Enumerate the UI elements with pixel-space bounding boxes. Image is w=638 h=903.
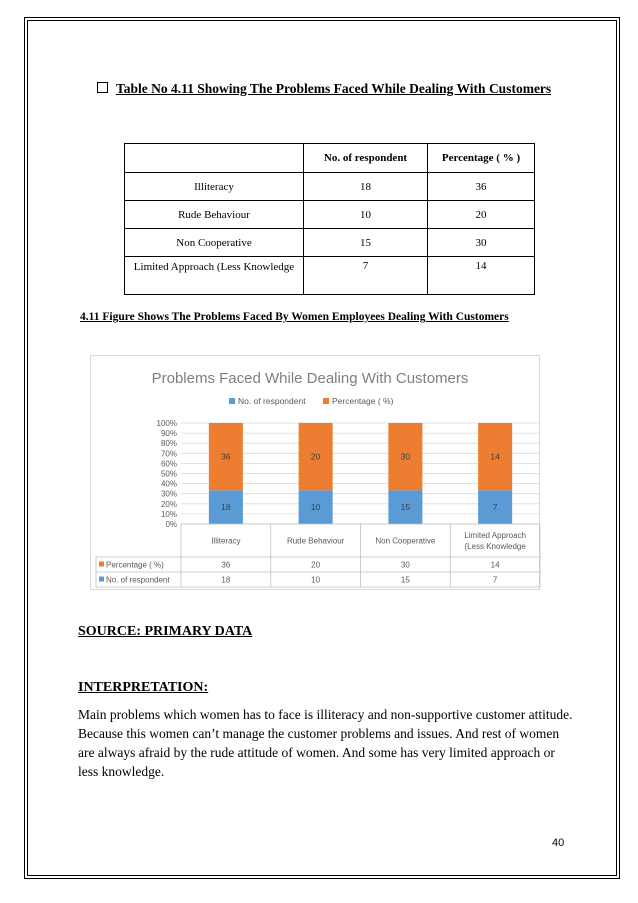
- category-label: Non Cooperative: [375, 536, 436, 546]
- figure-title: 4.11 Figure Shows The Problems Faced By Women Employees Dealing With Customers: [80, 311, 509, 323]
- bar-data-label: 7: [492, 502, 498, 513]
- category-label: (Less Knowledge: [464, 542, 526, 551]
- bar-data-label: 30: [400, 451, 411, 462]
- checkbox-bullet-icon: [97, 82, 108, 93]
- table-cell: Illiteracy: [125, 173, 304, 201]
- category-label: Limited Approach: [464, 531, 527, 540]
- table-cell: 14: [428, 257, 535, 295]
- table-cell: 18: [304, 173, 428, 201]
- y-tick-label: 60%: [160, 459, 177, 469]
- bar-data-label: 10: [310, 502, 321, 513]
- y-tick-label: 0%: [165, 520, 177, 529]
- table-cell: 30: [428, 229, 535, 257]
- table-header-cell: [125, 144, 304, 173]
- y-tick-label: 30%: [160, 489, 177, 499]
- y-tick-label: 100%: [156, 419, 177, 428]
- table-header-row: [125, 144, 535, 173]
- y-tick-label: 80%: [160, 439, 177, 449]
- table-cell: 10: [304, 201, 428, 229]
- table-cell: Non Cooperative: [125, 229, 304, 257]
- table-header-cell: No. of respondent: [304, 144, 428, 173]
- chart-title: Problems Faced While Dealing With Customers: [151, 370, 469, 387]
- y-tick-label: 20%: [160, 499, 177, 509]
- legend-swatch: [323, 398, 329, 404]
- table-heading-text: Table No 4.11 Showing The Problems Faced While Dealing With Customers: [116, 81, 552, 96]
- table-value: 18: [221, 575, 231, 585]
- bar-data-label: 15: [400, 502, 411, 513]
- table-value: 14: [490, 560, 500, 570]
- table-cell: 15: [304, 229, 428, 257]
- y-tick-label: 40%: [160, 479, 177, 489]
- y-tick-label: 50%: [160, 469, 177, 479]
- table-cell: 20: [428, 201, 535, 229]
- interpretation-text: Main problems which women has to face is illiteracy and non-supportive customer attitude. Because this women can’t manage the customer problems and issues. And rest of women are always afraid by the rude attitude of women. And some has very limited approach or less knowledge.: [78, 707, 573, 779]
- table-row: [125, 201, 535, 229]
- problems-table: [124, 143, 535, 295]
- bar-data-label: 18: [221, 502, 231, 513]
- y-tick-label: 10%: [160, 509, 177, 519]
- table-value: 30: [400, 560, 410, 570]
- table-value: 10: [311, 575, 321, 585]
- table-cell: Rude Behaviour: [125, 201, 304, 229]
- chart-container: [90, 355, 540, 590]
- table-cell: 36: [428, 173, 535, 201]
- table-cell: 7: [304, 257, 428, 295]
- bar-data-label: 20: [310, 451, 321, 462]
- source-label: SOURCE: PRIMARY DATA: [78, 624, 253, 639]
- category-label: Rude Behaviour: [286, 536, 345, 546]
- bar-data-label: 36: [221, 451, 231, 462]
- legend-swatch: [229, 398, 235, 404]
- table-header-cell: Percentage ( % ): [428, 144, 535, 173]
- table-row: [125, 257, 535, 295]
- stacked-bar-chart: [91, 356, 541, 591]
- table-cell: Limited Approach (Less Knowledge: [125, 257, 304, 295]
- legend-label: No. of respondent: [238, 396, 306, 406]
- y-tick-label: 90%: [160, 429, 177, 439]
- table-value: 7: [492, 575, 498, 585]
- table-value: 36: [221, 560, 231, 570]
- interpretation-heading: INTERPRETATION:: [78, 680, 209, 695]
- bar-data-label: 14: [490, 451, 500, 462]
- category-label: Illiteracy: [211, 536, 241, 546]
- table-legend-swatch: [99, 577, 104, 582]
- table-value: 20: [311, 560, 321, 570]
- table-row: [125, 173, 535, 201]
- table-row-label: Percentage ( %): [106, 560, 164, 570]
- table-legend-swatch: [99, 562, 104, 567]
- table-row-label: No. of respondent: [106, 575, 170, 585]
- table-row: [125, 229, 535, 257]
- legend-label: Percentage ( %): [332, 396, 394, 406]
- page-number: 40: [552, 837, 565, 849]
- table-heading: [97, 80, 557, 97]
- table-value: 15: [400, 575, 410, 585]
- y-tick-label: 70%: [160, 449, 177, 459]
